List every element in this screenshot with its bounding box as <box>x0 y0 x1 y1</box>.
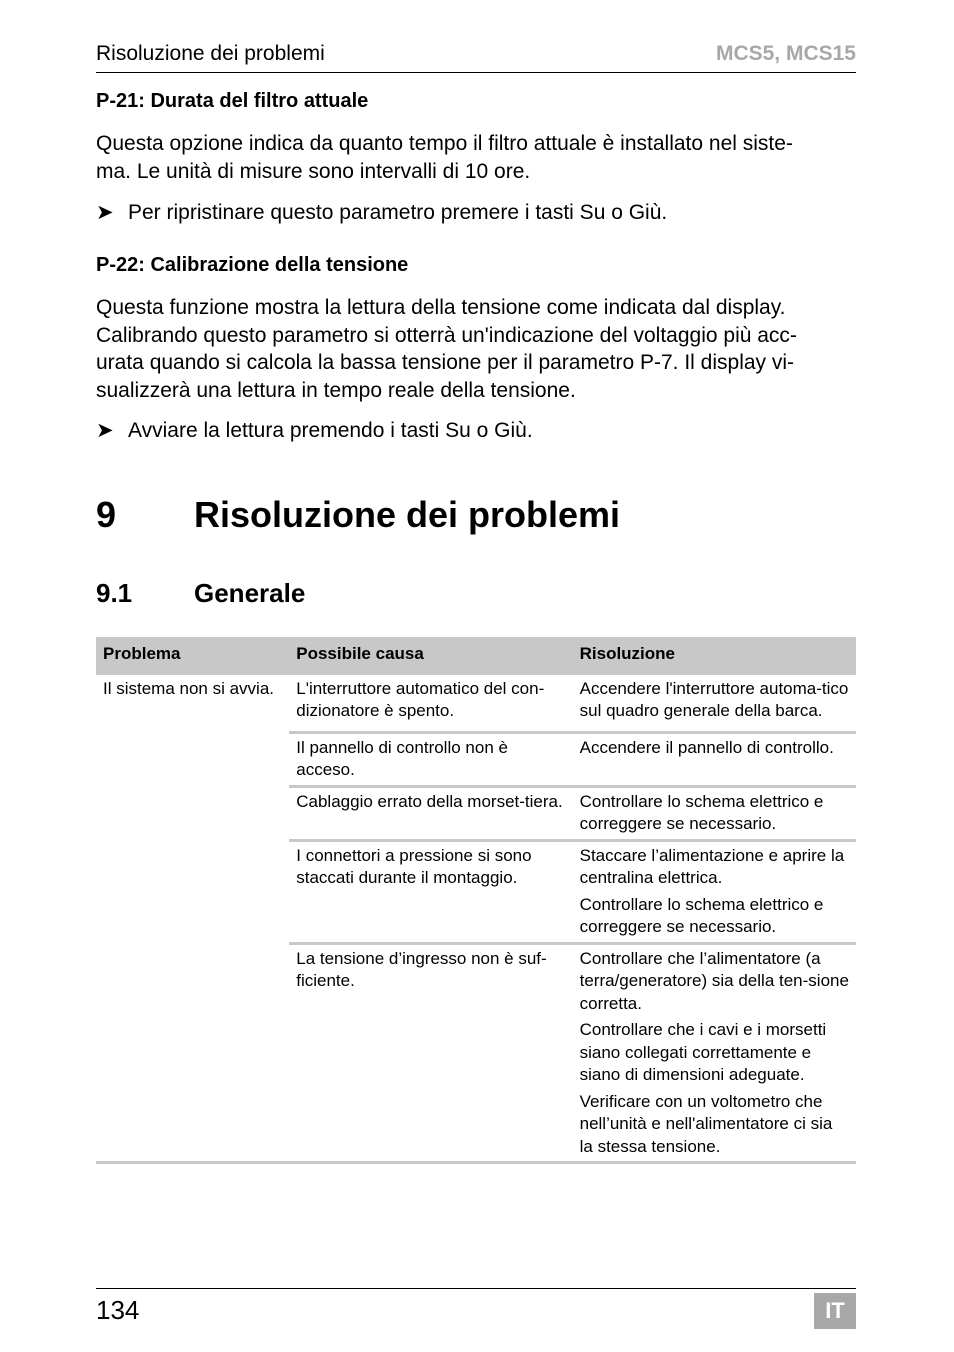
table-header-row <box>96 637 856 675</box>
p21-step <box>96 200 667 225</box>
p22-body-line: urata quando si calcola la bassa tensione per il parametro P-7. Il display vi- <box>96 351 795 374</box>
remedy-cell <box>573 732 856 786</box>
remedy-text: Staccare l’alimentazione e aprire la centralina elettrica. <box>579 845 845 887</box>
header-section-title: Risoluzione dei problemi <box>96 42 325 65</box>
p21-step-text: Per ripristinare questo parametro premere i tasti Su o Giù. <box>128 201 668 224</box>
cause-cell: Cablaggio errato della morset-tiera. <box>289 786 572 840</box>
cause-cell: I connettori a pressione si sono staccati durante il montaggio. <box>289 840 572 943</box>
remedy-cell <box>573 840 856 943</box>
section-title: Generale <box>194 578 306 608</box>
step-arrow-icon: ➤ <box>96 419 114 442</box>
section-number: 9.1 <box>96 578 133 608</box>
page-header <box>96 40 856 73</box>
p21-heading: P-21: Durata del filtro attuale <box>96 90 369 112</box>
p22-step-text: Avviare la lettura premendo i tasti Su o Giù. <box>128 419 533 442</box>
remedy-text: Controllare lo schema elettrico e correggere se necessario. <box>579 791 824 833</box>
chapter-number: 9 <box>96 494 117 535</box>
column-header-remedy: Risoluzione <box>573 637 856 675</box>
troubleshooting-table <box>96 637 856 1164</box>
p22-step <box>96 418 533 443</box>
p22-body-line: Questa funzione mostra la lettura della tensione come indicata dal display. <box>96 296 786 319</box>
chapter-title: Risoluzione dei problemi <box>194 494 621 535</box>
column-header-cause: Possibile causa <box>289 637 572 675</box>
p21-body-line: Questa opzione indica da quanto tempo il filtro attuale è installato nel siste- <box>96 132 793 155</box>
p22-body-line: Calibrando questo parametro si otterrà un'indicazione del voltaggio più acc- <box>96 323 797 347</box>
p22-heading: P-22: Calibrazione della tensione <box>96 254 409 276</box>
p22-body <box>96 294 856 404</box>
remedy-text: Verificare con un voltometro che nell’unità e nell'alimentatore ci sia la stessa tensione. <box>579 1091 833 1156</box>
language-badge: IT <box>814 1293 856 1329</box>
header-model: MCS5, MCS15 <box>715 42 856 65</box>
step-arrow-icon: ➤ <box>96 201 114 224</box>
p21-body <box>96 130 856 185</box>
p22-body-line: sualizzerà una lettura in tempo reale della tensione. <box>96 378 576 402</box>
cause-cell: La tensione d’ingresso non è suf-ficiente. <box>289 943 572 1163</box>
problem-cell: Il sistema non si avvia. <box>96 675 289 1163</box>
remedy-cell <box>573 675 856 733</box>
table-row <box>96 675 856 733</box>
cause-cell: Il pannello di controllo non è acceso. <box>289 732 572 786</box>
remedy-cell <box>573 943 856 1163</box>
remedy-text: Controllare che l’alimentatore (a terra/generatore) sia della ten-sione corretta. <box>579 948 849 1013</box>
column-header-problem: Problema <box>96 637 289 675</box>
remedy-text: Controllare lo schema elettrico e correggere se necessario. <box>579 894 824 936</box>
remedy-text: Accendere il pannello di controllo. <box>579 737 834 757</box>
cause-cell: L'interruttore automatico del con-dizionatore è spento. <box>289 675 572 733</box>
remedy-text: Controllare che i cavi e i morsetti siano collegati correttamente e siano di dimensioni adeguate. <box>579 1020 827 1084</box>
remedy-text: Accendere l'interruttore automa-tico sul quadro generale della barca. <box>579 678 849 720</box>
p21-body-line: ma. Le unità di misure sono intervalli di 10 ore. <box>96 159 531 183</box>
remedy-cell <box>573 786 856 840</box>
page-number: 134 <box>96 1295 140 1325</box>
page-footer <box>96 1288 856 1331</box>
